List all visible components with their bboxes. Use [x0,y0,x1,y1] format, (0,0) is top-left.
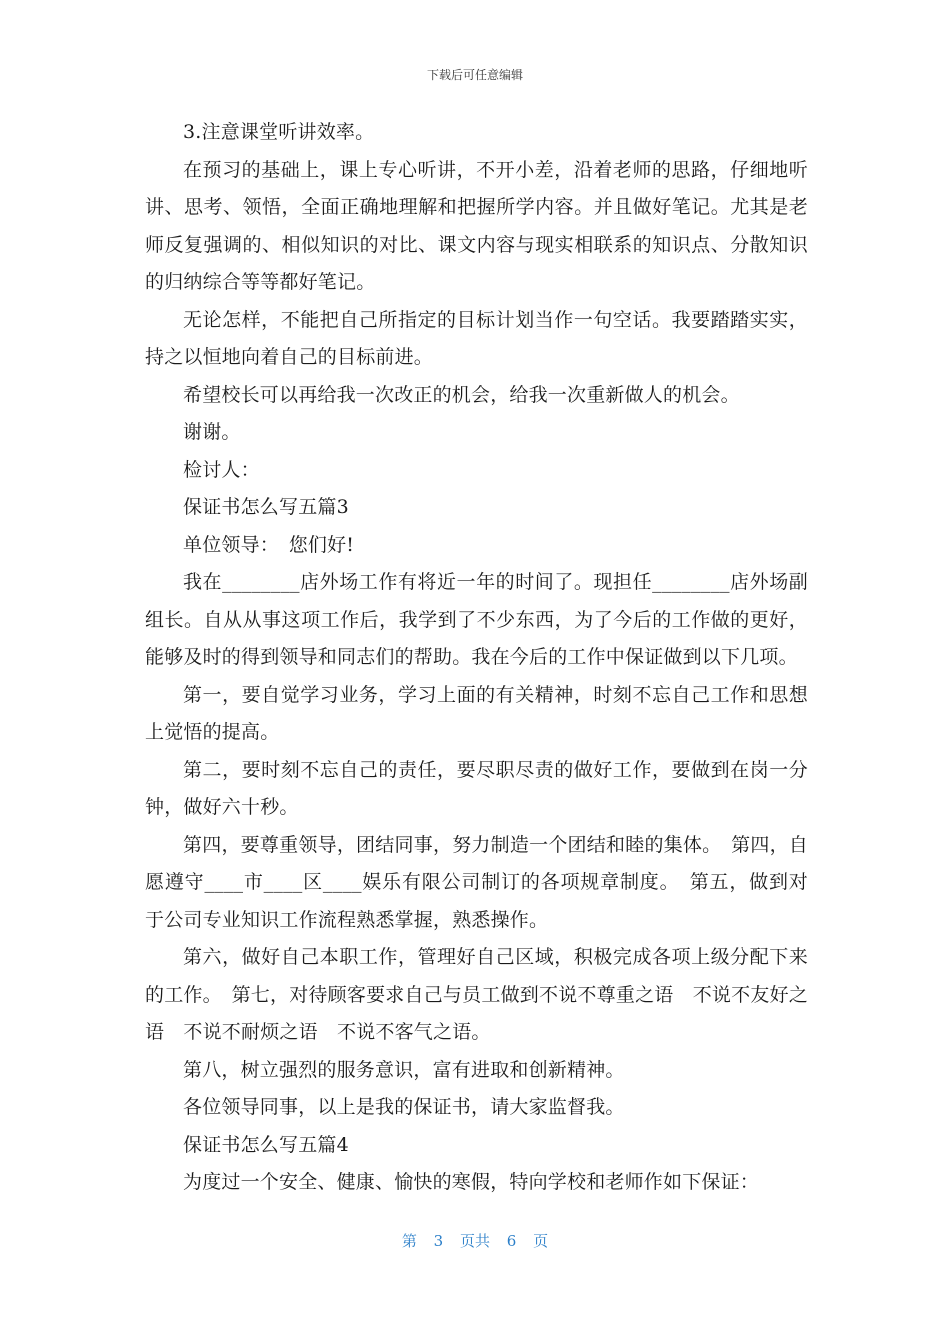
paragraph: 3.注意课堂听讲效率。 [183,121,375,143]
footer-word-page: 第 [401,1232,417,1250]
header-text: 下载后可任意编辑 [426,68,523,82]
paragraph: 为度过一个安全、健康、愉快的寒假，特向学校和老师作如下保证： [183,1171,760,1193]
paragraph: 第八，树立强烈的服务意识，富有进取和创新精神。 [183,1058,625,1081]
paragraph: 第二，要时刻不忘自己的责任，要尽职尽责的做好工作，要做到在岗一分钟，做好六十秒。 [145,758,808,818]
document-body [145,114,808,1202]
paragraph: 第一，要自觉学习业务，学习上面的有关精神，时刻不忘自己工作和思想上觉悟的提高。 [145,683,808,743]
paragraph: 谢谢。 [183,421,241,443]
page-footer [0,1230,950,1251]
paragraph: 无论怎样，不能把自己所指定的目标计划当作一句空话。我要踏踏实实，持之以恒地向着自己的目标前进。 [145,308,808,368]
paragraph: 第六，做好自己本职工作，管理好自己区域，积极完成各项上级分配下来的工作。 第七，对待顾客要求自己与员工做到不说不尊重之语 不说不友好之语 不说不耐烦之语 不说不客气之语。 [145,946,808,1043]
section-heading: 保证书怎么写五篇3 [183,496,349,518]
footer-total-pages: 6 [506,1232,517,1250]
paragraph: 在预习的基础上，课上专心听讲，不开小差，沿着老师的思路，仔细地听讲、思考、领悟，全面正确地理解和把握所学内容。并且做好笔记。尤其是老师反复强调的、相似知识的对比、课文内容与现实相联系的知识点、分散知识的归纳综合等等都好笔记。 [145,158,808,293]
page-header [0,66,950,83]
footer-word-end: 页 [533,1232,549,1250]
paragraph: 我在________店外场工作有将近一年的时间了。现担任________店外场副组长。自从从事这项工作后，我学到了不少东西，为了今后的工作做的更好，能够及时的得到领导和同志们的帮助。我在今后的工作中保证做到以下几项。 [145,571,808,668]
section-heading: 保证书怎么写五篇4 [183,1133,349,1156]
salutation: 单位领导： 您们好! [183,533,355,556]
signature-label: 检讨人： [183,458,260,481]
footer-word-total: 页共 [459,1232,490,1250]
paragraph: 各位领导同事，以上是我的保证书，请大家监督我。 [183,1096,625,1118]
paragraph: 第四，要尊重领导，团结同事，努力制造一个团结和睦的集体。 第四，自愿遵守____市____区____娱乐有限公司制订的各项规章制度。 第五，做到对于公司专业知识工作流程熟悉掌握，熟悉操作。 [145,833,808,931]
footer-current-page: 3 [433,1232,444,1250]
paragraph: 希望校长可以再给我一次改正的机会，给我一次重新做人的机会。 [183,383,740,406]
